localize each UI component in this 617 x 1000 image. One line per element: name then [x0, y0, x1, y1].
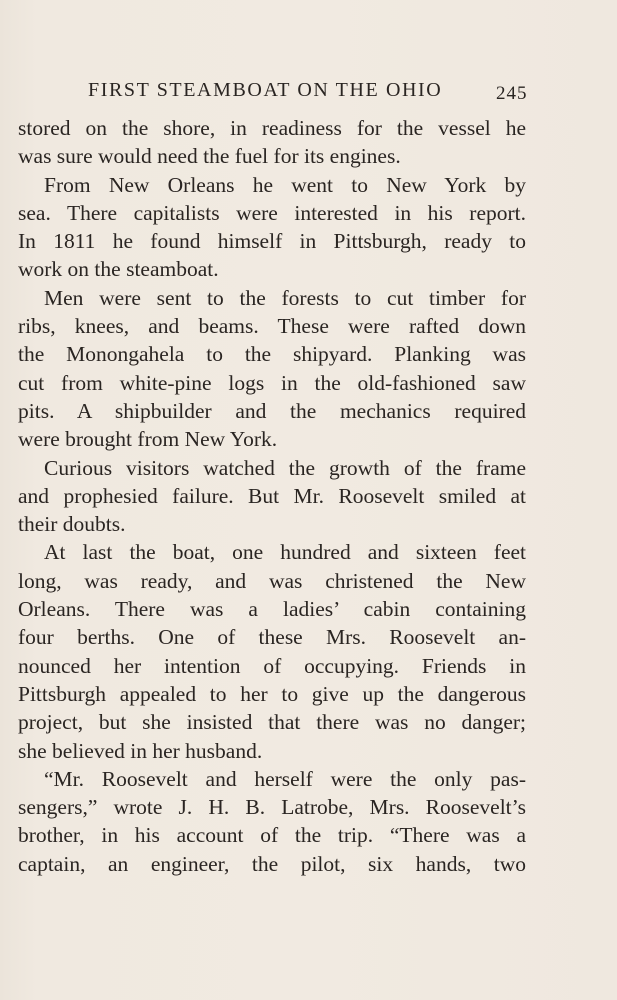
text-line: ribs, knees, and beams. These were rafted down — [18, 314, 526, 339]
text-line: Curious visitors watched the growth of the frame — [44, 455, 526, 480]
text-line: brother, in his account of the trip. “There was a — [18, 823, 526, 848]
running-head — [88, 76, 538, 106]
text-line: stored on the shore, in readiness for the vessel he — [18, 116, 526, 140]
text-line: work on the steamboat. — [18, 257, 219, 282]
running-title: FIRST STEAMBOAT ON THE OHIO — [88, 79, 443, 101]
text-line: sea. There capitalists were interested in his report. — [18, 200, 526, 225]
text-line: was sure would need the fuel for its engines. — [18, 144, 401, 169]
text-line: cut from white-pine logs in the old-fashioned saw — [18, 370, 526, 395]
page-number: 245 — [496, 83, 528, 104]
text-line: Pittsburgh appealed to her to give up the dangerous — [18, 681, 526, 706]
text-line: long, was ready, and was christened the New — [18, 568, 526, 593]
text-line: captain, an engineer, the pilot, six hands, two — [18, 851, 526, 876]
text-line: sengers,” wrote J. H. B. Latrobe, Mrs. Roosevelt’s — [18, 795, 526, 820]
text-line: she believed in her husband. — [18, 738, 263, 763]
text-line: four berths. One of these Mrs. Roosevelt an- — [18, 625, 526, 650]
text-line: “Mr. Roosevelt and herself were the only pas- — [44, 766, 526, 791]
body-text — [18, 114, 526, 878]
text-line: the Monongahela to the shipyard. Planking was — [18, 342, 526, 367]
text-line: project, but she insisted that there was no danger; — [18, 710, 526, 735]
text-line: and prophesied failure. But Mr. Roosevelt smiled at — [18, 483, 526, 508]
text-line: From New Orleans he went to New York by — [44, 172, 526, 197]
text-line: Men were sent to the forests to cut timber for — [44, 285, 526, 310]
text-line: At last the boat, one hundred and sixteen feet — [44, 540, 526, 565]
text-line: pits. A shipbuilder and the mechanics required — [18, 398, 526, 423]
text-line: were brought from New York. — [18, 427, 278, 452]
text-line: nounced her intention of occupying. Friends in — [18, 653, 526, 678]
text-line: their doubts. — [18, 512, 126, 537]
text-line: Orleans. There was a ladies’ cabin containing — [18, 597, 526, 622]
text-line: In 1811 he found himself in Pittsburgh, ready to — [18, 229, 526, 254]
